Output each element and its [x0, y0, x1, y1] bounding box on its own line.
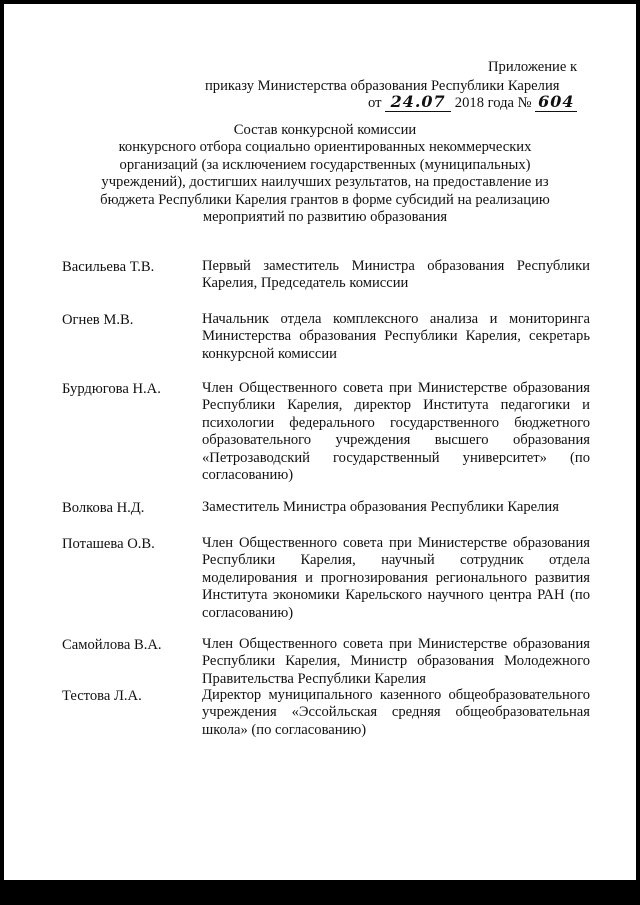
- member-role: Член Общественного совета при Министерстве образования Республики Карелия, директор Института педагогики и психологии федерального государственного бюджетного образовательного учреждения высшего образования «Петрозаводский государственный университет» (по согласованию): [202, 380, 590, 484]
- appendix-date-line: [368, 93, 577, 112]
- date-year: 2018 года №: [454, 95, 532, 111]
- scan-border-left: [0, 0, 4, 905]
- member-name: Огнев М.В.: [62, 312, 134, 328]
- heading-line: учреждений), достигших наилучших результатов, на предоставление из: [101, 174, 549, 191]
- heading-line: мероприятий по развитию образования: [202, 209, 448, 226]
- member-role: Первый заместитель Министра образования Республики Карелия, Председатель комиссии: [202, 258, 590, 292]
- member-name: Тестова Л.А.: [62, 688, 142, 704]
- commission-heading: [100, 122, 550, 226]
- date-prefix: от: [368, 95, 382, 111]
- heading-line: Состав конкурсной комиссии: [233, 122, 417, 138]
- heading-line: организаций (за исключением государственных (муниципальных): [119, 156, 531, 173]
- heading-line: конкурсного отбора социально ориентированных некоммерческих: [118, 139, 532, 156]
- member-role: Директор муниципального казенного общеобразовательного учреждения «Эссойльская средняя общеобразовательная школа» (по согласованию): [202, 687, 590, 738]
- appendix-title: Приложение к: [488, 59, 578, 75]
- appendix-order: приказу Министерства образования Республики Карелия: [205, 78, 560, 94]
- member-name: Волкова Н.Д.: [62, 500, 145, 516]
- member-role: Начальник отдела комплексного анализа и мониторинга Министерства образования Республики Карелия, секретарь конкурсной комиссии: [202, 311, 590, 362]
- member-name: Поташева О.В.: [62, 536, 155, 552]
- member-name: Самойлова В.А.: [62, 637, 162, 653]
- member-role: Член Общественного совета при Министерстве образования Республики Карелия, научный сотрудник отдела моделирования и прогнозирования регионального развития Института экономики Карельского научного центра РАН (по согласованию): [202, 535, 590, 621]
- member-name: Васильева Т.В.: [62, 259, 155, 275]
- handwritten-order-number: 604: [535, 93, 577, 112]
- handwritten-date: 24.07: [385, 93, 451, 112]
- member-name: Бурдюгова Н.А.: [62, 381, 161, 397]
- heading-line: бюджета Республики Карелия грантов в форме субсидий на реализацию: [100, 191, 550, 208]
- member-role: Член Общественного совета при Министерстве образования Республики Карелия, Министр образования Молодежного Правительства Республики Карелия: [202, 636, 590, 687]
- member-role: Заместитель Министра образования Республики Карелия: [202, 499, 559, 515]
- scan-border-top: [0, 0, 640, 4]
- scan-border-right: [636, 0, 640, 905]
- scan-border-bottom: [0, 880, 640, 905]
